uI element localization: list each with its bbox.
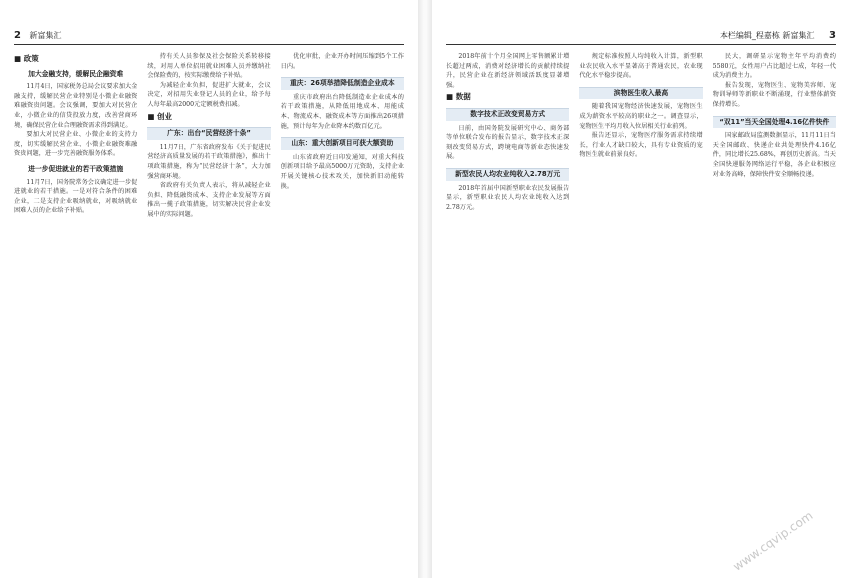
paragraph: 随着我国宠物经济快速发展，宠物医生成为薪资水平较高的职业之一。调查显示，宠物医生平均月收入位居相关行业前列。	[579, 103, 703, 130]
left-column-3	[281, 52, 404, 564]
paragraph: 持有关人员参保及社会保险关系转移接续，对用人单位招用就业困难人员并缴纳社会保险费的，按实际缴费给予补贴。	[147, 53, 271, 80]
paragraph: 11月7日，广东省政府发布《关于促进民营经济高质量发展的若干政策措施》，推出十项政策措施，称为“民营经济十条”，大力加强营商环境。	[147, 143, 271, 180]
headline-pet-doctor: 滨物医生收入最高	[579, 87, 702, 100]
paragraph: 优化审批，企业开办时间压缩到5个工作日内。	[280, 53, 404, 70]
paragraph: 规定标准按照人均纯收入计算，新型职业农民收入水平显著高于普通农民，农业现代化水平稳步提高。	[579, 53, 703, 80]
left-header	[14, 30, 404, 45]
paragraph: 省政府有关负责人表示，将从减轻企业负担、降低融资成本、支持企业发展等方面推出一揽子政策措施，切实解决民营企业发展中的实际问题。	[147, 182, 271, 218]
paragraph: 11月4日，国家税务总局会议要求加大金融支持，缓解民营企业特别是小微企业融资难融资贵问题。会议强调，要加大对民营企业，小微企业的信贷投放力度，改善营商环境，确保民营企业合理融资需求得到满足。	[14, 83, 138, 129]
left-header-title: 新富集汇	[29, 31, 62, 40]
paragraph: 日前，由国务院发展研究中心、商务部等单位联合发布的报告显示，数字技术正深刻改变贸易方式，跨境电商等新业态快速发展。	[446, 124, 570, 161]
watermark: www.cqvip.com	[730, 508, 816, 574]
paragraph: 山东省政府近日印发通知，对重大科技创新项目给予最高5000万元资助，支持企业开展关键核心技术攻关，加快新旧动能转换。	[280, 153, 404, 190]
paragraph: 报告发现，宠物医生、宠物美容师、宠物训导师等新职业不断涌现，行业整体薪资保持增长。	[712, 81, 836, 108]
right-column-3	[713, 52, 836, 564]
left-page	[0, 0, 418, 578]
headline-guangdong: 广东：出台“民营经济十条”	[147, 127, 270, 140]
paragraph: 11月7日，国务院常务会议确定进一步促进就业的若干措施。一是对符合条件的困难企业，二是支持企业吸纳就业，对吸纳就业困难人员的企业给予补贴。	[14, 178, 138, 215]
headline-finance: 加大金融支持，缓解民企融资难	[28, 69, 124, 78]
headline-double-11: “双11”当天全国处理4.16亿件快件	[713, 116, 836, 129]
right-column-2	[579, 52, 702, 564]
right-header-title: 本栏编辑_程嘉栋 新富集汇	[719, 31, 815, 40]
book-spine	[418, 0, 432, 578]
paragraph: 2018年前十个月全国网上零售额累计增长超过两成，消费对经济增长的贡献持续提升，民营企业在新经济领域活跃度显著增强。	[446, 53, 570, 89]
left-column-1	[14, 52, 137, 564]
headline-chongqing: 重庆：26项举措降低制造企业成本	[281, 77, 404, 90]
right-column-1	[446, 52, 569, 564]
left-page-number: 2	[14, 30, 21, 41]
headline-shandong: 山东：重大创新项目可获大额资助	[281, 137, 404, 150]
section-startup: ■ 创业	[147, 111, 173, 121]
section-data: ■ 数据	[446, 92, 471, 102]
paragraph: 2018年首届中国新型职业农民发展报告显示，新型职业农民人均农业纯收入达到2.78万元。	[446, 184, 570, 211]
headline-farmer-income: 新型农民人均农业纯收入2.78万元	[446, 168, 569, 181]
section-policy: ■ 政策	[14, 54, 39, 63]
paragraph: 要加大对民营企业、小微企业的支持力度，切实缓解民营企业、小微企业融资难融资贵问题，进一步完善融资服务体系。	[14, 131, 138, 158]
right-page-number: 3	[829, 30, 836, 41]
right-page	[432, 0, 850, 578]
right-header	[446, 30, 836, 45]
paragraph: 国家邮政局监测数据显示，11月11日当天全国邮政、快递企业共处理快件4.16亿件，同比增长25.68%，再创历史新高。当天全国快递服务网络运行平稳，各企业积极应对业务高峰，保障快件安全顺畅投递。	[712, 132, 836, 178]
paragraph: 报告还显示，宠物医疗服务需求持续增长，行业人才缺口较大，具有专业资质的宠物医生就业前景良好。	[579, 132, 703, 159]
left-column-2	[147, 52, 270, 564]
paragraph: 民大，调研显示宠物主年平均消费约5580元，女性用户占比超过七成，年轻一代成为消费主力。	[712, 53, 836, 80]
paragraph: 为减轻企业负担，促进扩大就业，会议决定，对招用失业登记人员的企业，给予每人每年最高2000元定额税费扣减。	[147, 81, 271, 108]
paragraph: 重庆市政府出台降低制造业企业成本的若干政策措施，从降低用地成本、用能成本、物流成本、融资成本等方面推出26项措施，预计每年为企业降本约数百亿元。	[280, 93, 404, 130]
headline-employment: 进一步促进就业的若干政策措施	[28, 164, 124, 173]
headline-digital-trade: 数字技术正改变贸易方式	[446, 108, 569, 121]
